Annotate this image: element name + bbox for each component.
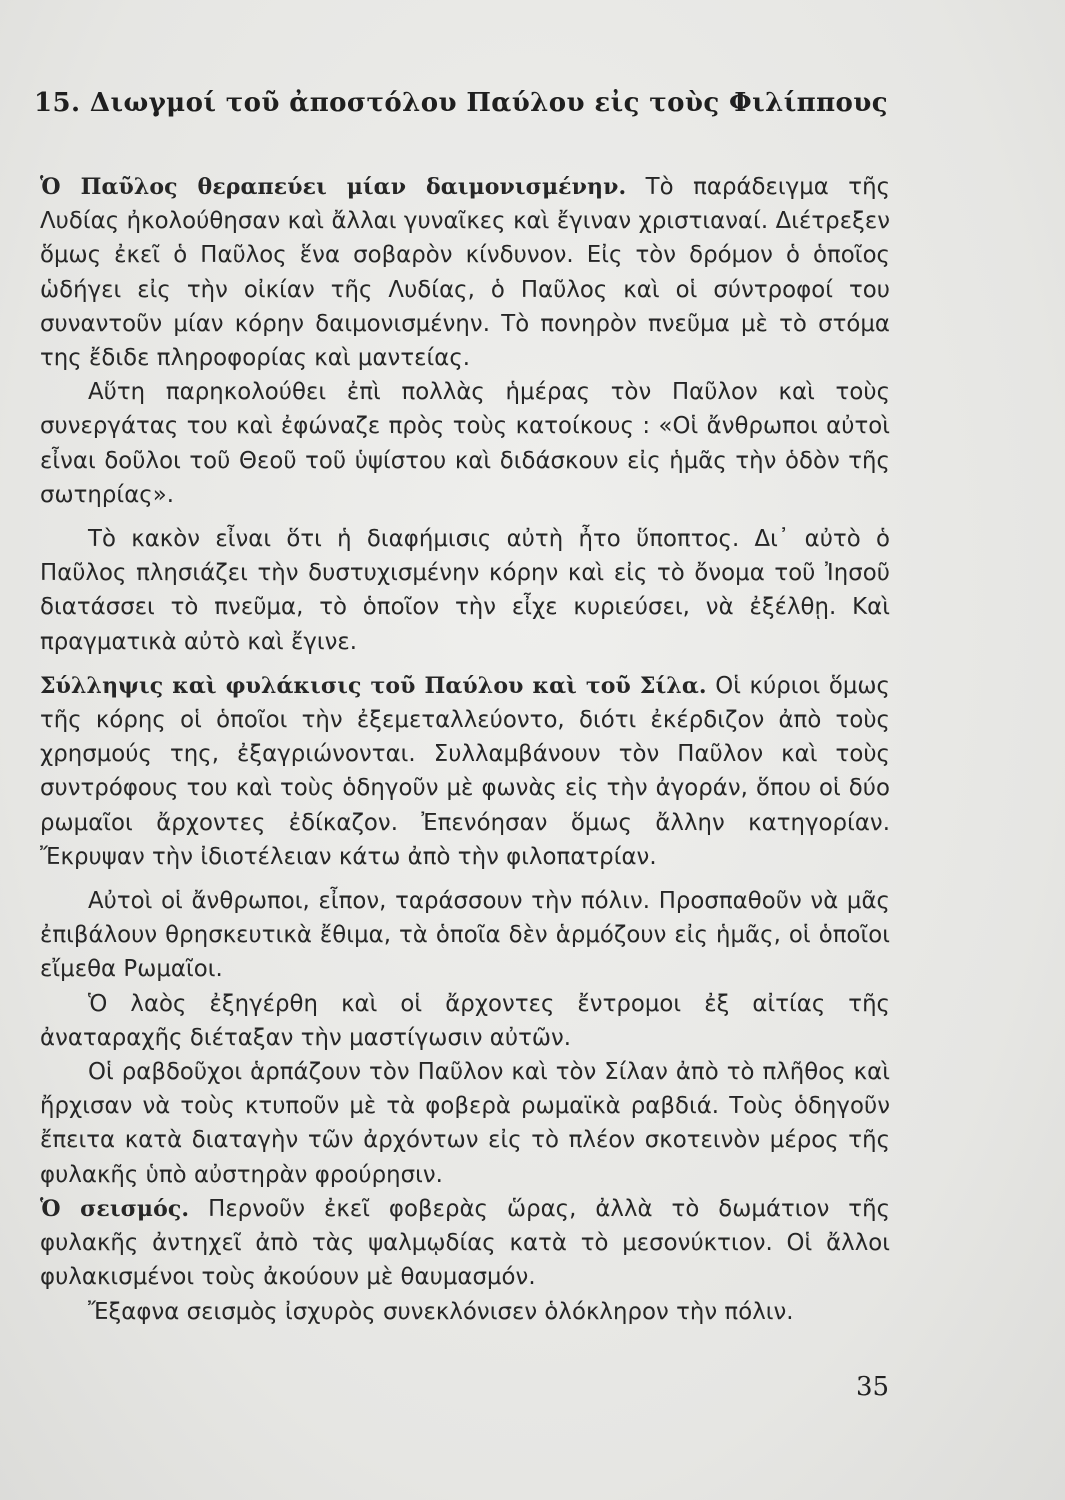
book-page: [34, 88, 891, 1329]
paragraph-text: Τὸ κακὸν εἶναι ὅτι ἡ διαφήμισις αὐτὴ ἦτο ὕποπτος. Δι᾿ αὐτὸ ὁ Παῦλος πλησιάζει τὴν δυστυχισμένην κόρην καὶ εἰς τὸ ὄνομα τοῦ Ἰησοῦ διατάσσει τὸ πνεῦμα, τὸ ὁποῖον τὴν εἶχε κυριεύσει, νὰ ἐξέλθῃ. Καὶ πραγματικὰ αὐτὸ καὶ ἔγινε.: [40, 526, 890, 655]
paragraph-text: Αὐτοὶ οἱ ἄνθρωποι, εἶπον, ταράσσουν τὴν πόλιν. Προσπαθοῦν νὰ μᾶς ἐπιβάλουν θρησκευτικὰ ἔθιμα, τὰ ὁποῖα δὲν ἁρμόζουν εἰς ἡμᾶς, οἱ ὁποῖοι εἴμεθα Ρωμαῖοι.: [40, 888, 890, 983]
section-heading-healing: Ὁ Παῦλος θεραπεύει μίαν δαιμονισμένην.: [40, 174, 627, 200]
paragraph-text: Οἱ κύριοι ὅμως τῆς κόρης οἱ ὁποῖοι τὴν ἐξεμεταλλεύοντο, διότι ἐκέρδιζον ἀπὸ τοὺς χρησμούς της, ἐξαγριώνονται. Συλλαμβάνουν τὸν Παῦλον καὶ τοὺς συντρόφους του καὶ τοὺς ὁδηγοῦν μὲ φωνὰς εἰς τὴν ἀγοράν, ὅπου οἱ δύο ρωμαῖοι ἄρχοντες ἐδίκαζον. Ἐπενόησαν ὅμως ἄλλην κατηγορίαν. Ἔκρυψαν τὴν ἰδιοτέλειαν κάτω ἀπὸ τὴν φιλοπατρίαν.: [40, 672, 890, 870]
paragraph-beating: [40, 1055, 890, 1192]
chapter-title: 15. Διωγμοί τοῦ ἀποστόλου Παύλου εἰς τοὺς Φιλίππους: [34, 88, 888, 118]
paragraph-exorcism: [40, 522, 890, 659]
page-number: 35: [856, 1372, 890, 1402]
paragraph-arrest: [40, 669, 890, 874]
section-heading-arrest: Σύλληψις καὶ φυλάκισις τοῦ Παύλου καὶ τοῦ Σίλα.: [40, 672, 707, 699]
paragraph-text: Περνοῦν ἐκεῖ φοβερὰς ὥρας, ἀλλὰ τὸ δωμάτιον τῆς φυλακῆς ἀντηχεῖ ἀπὸ τὰς ψαλμῳδίας κατὰ τὸ μεσονύκτιον. Οἱ ἄλλοι φυλακισμένοι τοὺς ἀκούουν μὲ θαυμασμόν.: [40, 1195, 891, 1291]
paragraph-text: Ἔξαφνα σεισμὸς ἰσχυρὸς συνεκλόνισεν ὁλόκληρον τὴν πόλιν.: [88, 1298, 794, 1325]
paragraph-earthquake: [40, 1192, 890, 1295]
paragraph-sudden-quake: [40, 1295, 890, 1329]
section-heading-earthquake: Ὁ σεισμός.: [40, 1195, 190, 1222]
paragraph-text: Τὸ παράδειγμα τῆς Λυδίας ἠκολούθησαν καὶ ἄλλαι γυναῖκες καὶ ἔγιναν χριστιαναί. Διέτρεξεν ὅμως ἐκεῖ ὁ Παῦλος ἕνα σοβαρὸν κίνδυνον. Εἰς τὸν δρόμον ὁ ὁποῖος ὡδήγει εἰς τὴν οἰκίαν τῆς Λυδίας, ὁ Παῦλος καὶ οἱ σύντροφοί του συναντοῦν μίαν κόρην δαιμονισμένην. Τὸ πονηρὸν πνεῦμα μὲ τὸ στόμα της ἔδιδε πληροφορίας καὶ μαντείας.: [40, 174, 891, 372]
paragraph-text: Οἱ ραβδοῦχοι ἁρπάζουν τὸν Παῦλον καὶ τὸν Σίλαν ἀπὸ τὸ πλῆθος καὶ ἤρχισαν νὰ τοὺς κτυποῦν μὲ τὰ φοβερὰ ρωμαϊκὰ ραβδιά. Τοὺς ὁδηγοῦν ἔπειτα κατὰ διαταγὴν τῶν ἀρχόντων εἰς τὸ πλέον σκοτεινὸν μέρος τῆς φυλακῆς ὑπὸ αὐστηρὰν φρούρησιν.: [40, 1059, 890, 1188]
paragraph-accusation: [40, 884, 890, 987]
paragraph-uprising: [40, 987, 890, 1055]
paragraph-following: [40, 375, 890, 512]
paragraph-text: Αὕτη παρηκολούθει ἐπὶ πολλὰς ἡμέρας τὸν Παῦλον καὶ τοὺς συνεργάτας του καὶ ἐφώναζε πρὸς τοὺς κατοίκους : «Οἱ ἄνθρωποι αὐτοὶ εἶναι δοῦλοι τοῦ Θεοῦ τοῦ ὑψίστου καὶ διδάσκουν εἰς ἡμᾶς τὴν ὁδὸν τῆς σωτηρίας».: [40, 379, 890, 508]
paragraph-text: Ὁ λαὸς ἐξηγέρθη καὶ οἱ ἄρχοντες ἔντρομοι ἐξ αἰτίας τῆς ἀναταραχῆς διέταξαν τὴν μαστίγωσιν αὐτῶν.: [40, 990, 890, 1051]
paragraph-healing: [40, 170, 890, 375]
